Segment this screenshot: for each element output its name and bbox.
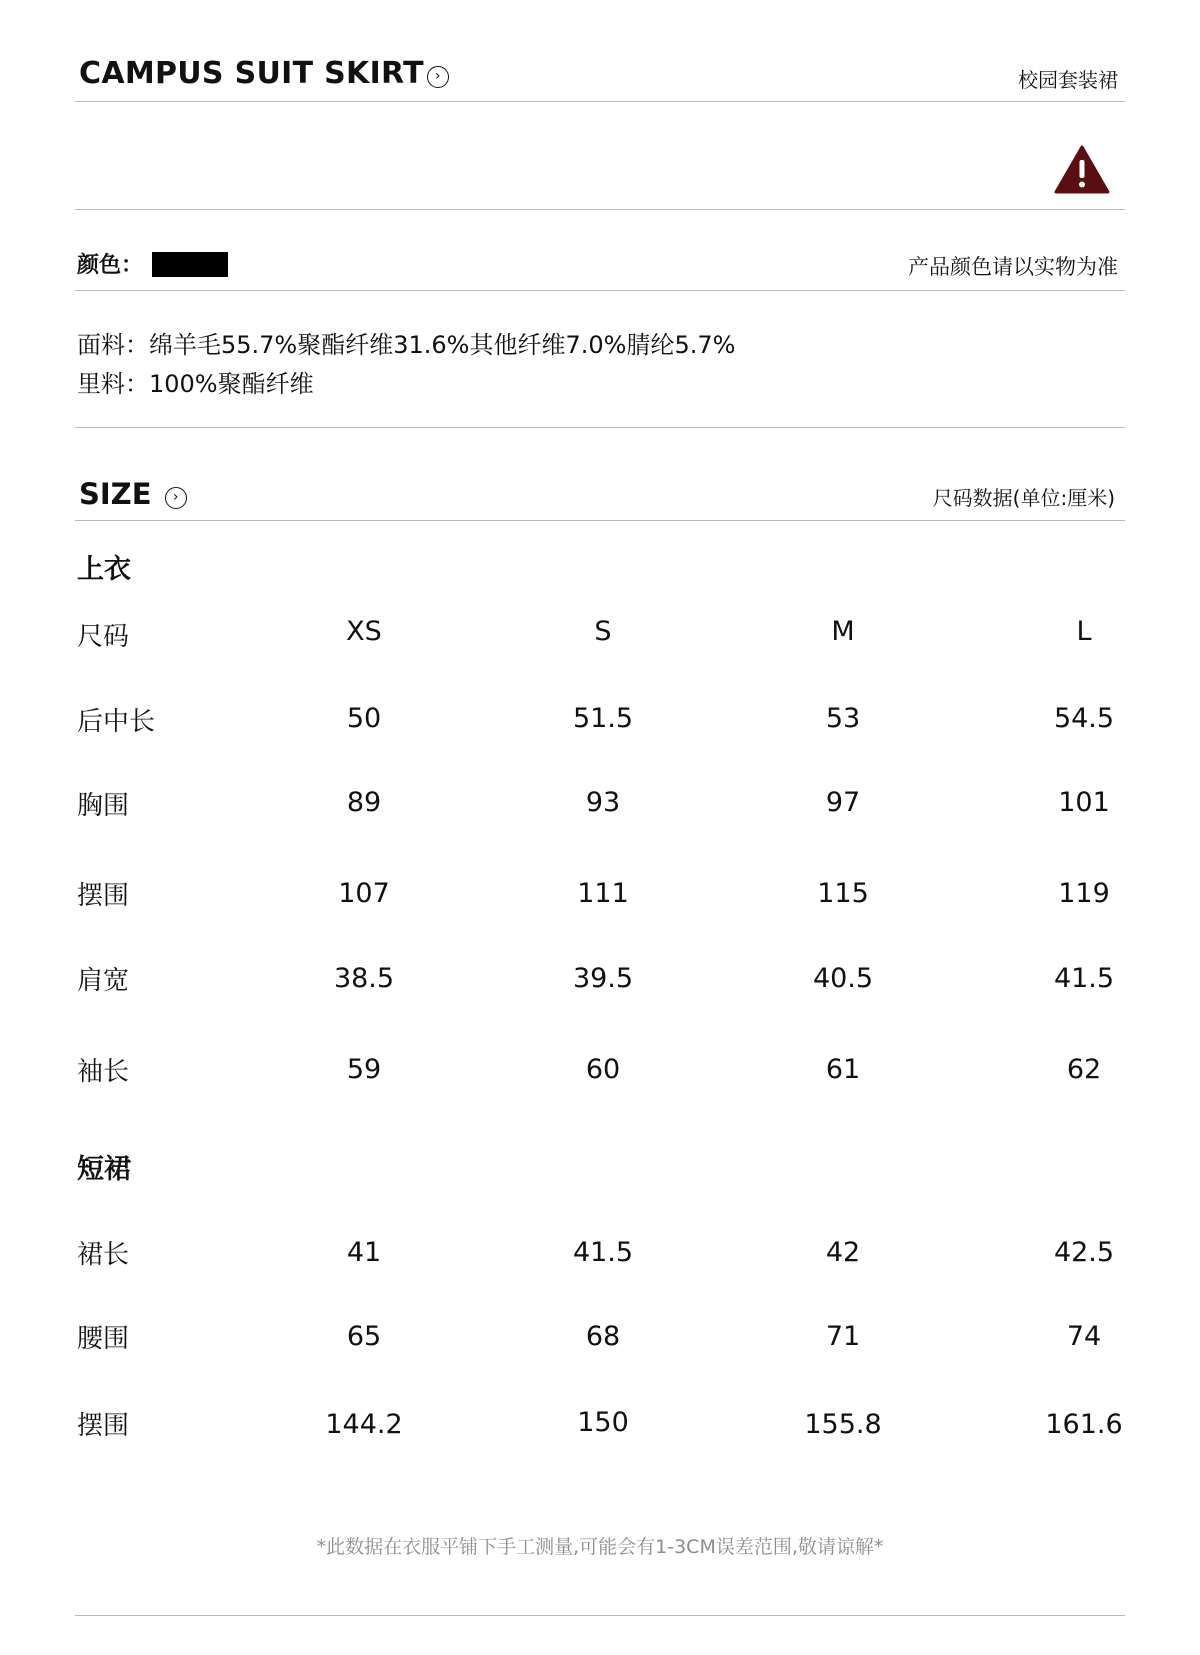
color-swatch (152, 252, 228, 277)
table-cell: 54.5 (1053, 703, 1115, 734)
table-cell: 161.6 (1045, 1409, 1123, 1440)
table-cell: 61 (825, 1054, 861, 1085)
size-header-label: 尺码 (77, 622, 130, 652)
table-cell: 41.5 (572, 1237, 634, 1268)
section-title-top: 上衣 (77, 554, 131, 585)
table-cell: 89 (346, 787, 382, 818)
table-cell: 59 (346, 1054, 382, 1085)
table-cell: 60 (585, 1054, 621, 1085)
table-row-label: 摆围 (77, 881, 130, 911)
divider (75, 101, 1125, 102)
size-header-cell: S (594, 616, 612, 647)
table-cell: 50 (346, 703, 382, 734)
table-cell: 93 (585, 787, 621, 818)
size-unit-note: 尺码数据(单位:厘米) (932, 486, 1115, 510)
fabric-outer: 面料：绵羊毛55.7%聚酯纤维31.6%其他纤维7.0%腈纶5.7% (77, 331, 736, 359)
table-cell: 41 (346, 1237, 382, 1268)
table-cell: 155.8 (804, 1409, 882, 1440)
divider (75, 290, 1125, 291)
color-label: 颜色： (77, 253, 144, 278)
table-row-label: 胸围 (77, 791, 130, 821)
divider (75, 520, 1125, 521)
table-cell: 144.2 (325, 1409, 403, 1440)
table-cell: 119 (1058, 878, 1110, 909)
table-cell: 38.5 (333, 963, 395, 994)
page-title: CAMPUS SUIT SKIRT › (79, 56, 449, 91)
page-title-cn: 校园套装裙 (1018, 68, 1118, 92)
table-row-label: 袖长 (77, 1057, 130, 1087)
table-row-label: 肩宽 (77, 966, 130, 996)
table-cell: 71 (825, 1321, 861, 1352)
warning-icon (1054, 145, 1110, 195)
size-heading: SIZE › (79, 477, 187, 511)
fabric-lining: 里料：100%聚酯纤维 (77, 370, 314, 398)
table-cell: 42 (825, 1237, 861, 1268)
table-cell: 41.5 (1053, 963, 1115, 994)
table-row-label: 摆围 (77, 1411, 130, 1441)
measurement-footnote: *此数据在衣服平铺下手工测量,可能会有1-3CM误差范围,敬请谅解* (316, 1536, 884, 1558)
table-cell: 107 (338, 878, 390, 909)
table-row-label: 腰围 (77, 1324, 130, 1354)
table-cell: 53 (825, 703, 861, 734)
table-cell: 111 (577, 878, 629, 909)
table-cell: 62 (1066, 1054, 1102, 1085)
chevron-circle-right-icon[interactable]: › (165, 487, 187, 509)
table-cell: 115 (817, 878, 869, 909)
chevron-circle-right-icon[interactable]: › (427, 66, 449, 88)
size-header-cell: M (831, 616, 855, 647)
size-header-cell: XS (346, 616, 382, 647)
table-cell: 39.5 (572, 963, 634, 994)
table-cell: 42.5 (1053, 1237, 1115, 1268)
table-cell: 51.5 (572, 703, 634, 734)
table-cell: 97 (825, 787, 861, 818)
divider (75, 209, 1125, 210)
table-cell: 150 (577, 1407, 629, 1438)
table-cell: 65 (346, 1321, 382, 1352)
table-cell: 101 (1058, 787, 1110, 818)
divider (75, 1615, 1125, 1616)
divider (75, 427, 1125, 428)
table-row-label: 裙长 (77, 1240, 130, 1270)
section-title-skirt: 短裙 (77, 1154, 131, 1185)
color-note: 产品颜色请以实物为准 (908, 255, 1118, 279)
table-cell: 40.5 (812, 963, 874, 994)
table-cell: 74 (1066, 1321, 1102, 1352)
table-row-label: 后中长 (77, 707, 156, 737)
size-header-cell: L (1076, 616, 1092, 647)
table-cell: 68 (585, 1321, 621, 1352)
